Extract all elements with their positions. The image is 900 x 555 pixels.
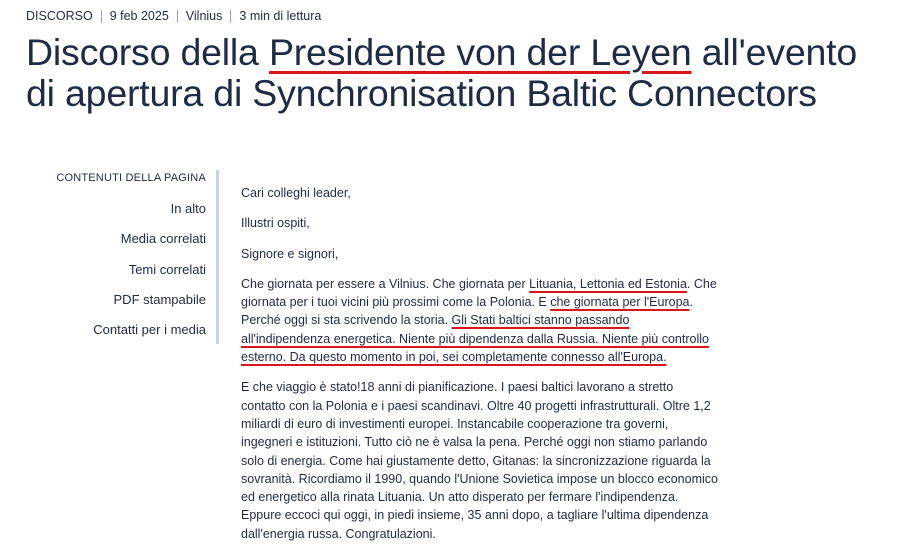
toc-link-media-contacts[interactable]: Contatti per i media xyxy=(93,322,206,338)
article-location: Vilnius xyxy=(185,9,223,23)
text-run: . Che giornata per i tuoi vicini più prossimi come la Polonia. E xyxy=(241,276,717,310)
underlined-text: Lituania, Lettonia ed Estonia xyxy=(529,276,687,291)
article-meta xyxy=(26,9,321,23)
meta-divider xyxy=(101,10,102,23)
paragraph: Cari colleghi leader, xyxy=(241,186,351,200)
paragraph xyxy=(241,275,721,366)
underlined-text: che giornata per l'Europa xyxy=(550,295,690,310)
paragraph: Illustri ospiti, xyxy=(241,216,310,231)
text-run: Che giornata per essere a Vilnius. Che giornata per xyxy=(241,276,530,291)
paragraph: Signore e signori, xyxy=(241,246,339,261)
meta-divider xyxy=(230,10,231,23)
article-date: 9 feb 2025 xyxy=(109,9,169,23)
page-contents-nav xyxy=(40,170,219,344)
page-title xyxy=(26,32,886,114)
article-type: DISCORSO xyxy=(26,9,93,23)
toc-link-top[interactable]: In alto xyxy=(170,201,206,216)
text-run: . Perché oggi si sta scrivendo la storia. xyxy=(241,295,693,328)
underlined-text: Gli Stati baltici stanno passando all'indipendenza energetica. Niente più dipendenza dalla Russia. Niente più controllo esterno. Da questo momento in poi, sei completamente connesso all'Europa. xyxy=(241,313,709,365)
paragraph: E che viaggio è stato!18 anni di pianificazione. I paesi baltici lavorano a stretto contatto con la Polonia e i paesi scandinavi. Oltre 40 progetti infrastrutturali. Oltre 1,2 miliardi di euro di investimenti europei. Instancabile cooperazione tra governi, ingegneri e istituzioni. Tutto ciò ne è valsa la pena. Perché oggi non stiamo parlando solo di energia. Come hai giustamente detto, Gitanas: la sincronizzazione riguarda la sovranità. Ricordiamo il 1990, quando l'Unione Sovietica impose un blocco economico ed energetico alla rinata Lituania. Un atto disperato per fermare l'indipendenza. Eppure eccoci qui oggi, in piedi insieme, 35 anni dopo, a tagliare l'ultima dipendenza dall'energia russa. Congratulazioni. xyxy=(241,380,718,541)
toc-list xyxy=(93,201,206,352)
toc-link-related-media[interactable]: Media correlati xyxy=(120,231,206,247)
meta-divider xyxy=(177,10,178,23)
title-part: Discorso della xyxy=(26,31,269,73)
toc-heading: CONTENUTI DELLA PAGINA xyxy=(56,172,206,184)
toc-link-printable-pdf[interactable]: PDF stampabile xyxy=(113,291,206,307)
title-part: all'evento di apertura di Synchronisation Baltic Connectors xyxy=(26,31,858,114)
title-highlight: Presidente von der Leyen xyxy=(268,31,692,73)
article-body xyxy=(241,184,721,555)
article-read-time: 3 min di lettura xyxy=(239,9,322,23)
toc-link-related-topics[interactable]: Temi correlati xyxy=(128,261,206,277)
